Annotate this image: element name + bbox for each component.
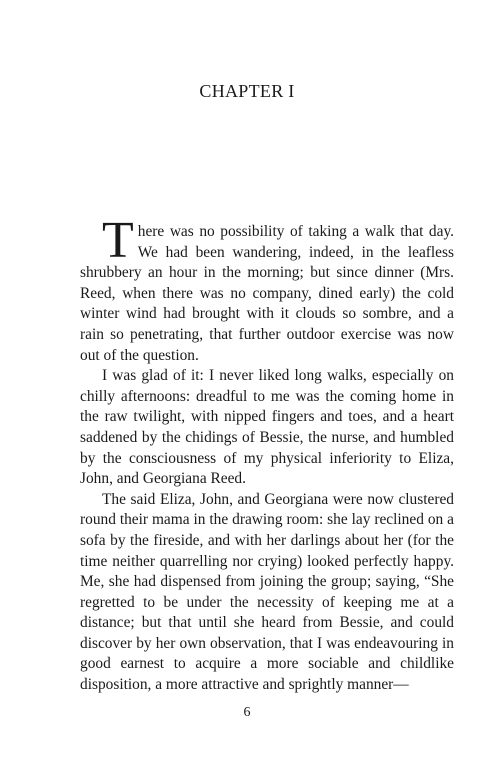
page-number: 6 xyxy=(243,705,251,720)
paragraph-2: I was glad of it: I never liked long walks, especially on chilly afternoons: dreadful to me was the coming home in the raw twilight, with nipped fingers and toes, and a heart saddened by the chidings of Bessie, the nurse, and humbled by the consciousness of my physical inferiority to Eliza, John, and Georgiana Reed. xyxy=(80,367,454,488)
paragraph-1 xyxy=(80,212,454,366)
body-text xyxy=(80,212,454,696)
drop-cap-letter: T xyxy=(102,212,134,269)
paragraph-1-text: here was no possibility of taking a walk that day. We had been wandering, indeed, in the leafless shrubbery an hour in the morning; but since dinner (Mrs. Reed, when there was no company, dined early) the cold winter wind had brought with it clouds so sombre, and a rain so penetrating, that further outdoor exercise was now out of the question. xyxy=(80,223,454,364)
paragraph-3: The said Eliza, John, and Georgiana were now clustered round their mama in the drawing room: she lay reclined on a sofa by the fireside, and with her darlings about her (for the time neither quarrelling nor crying) looked perfectly happy. Me, she had dispensed from joining the group; saying, “She regretted to be under the necessity of keeping me at a distance; but that until she heard from Bessie, and could discover by her own observation, that I was endeavouring in good earnest to acquire a more sociable and childlike disposition, a more attractive and sprightly manner— xyxy=(80,490,454,694)
chapter-heading: CHAPTER I xyxy=(199,81,295,101)
